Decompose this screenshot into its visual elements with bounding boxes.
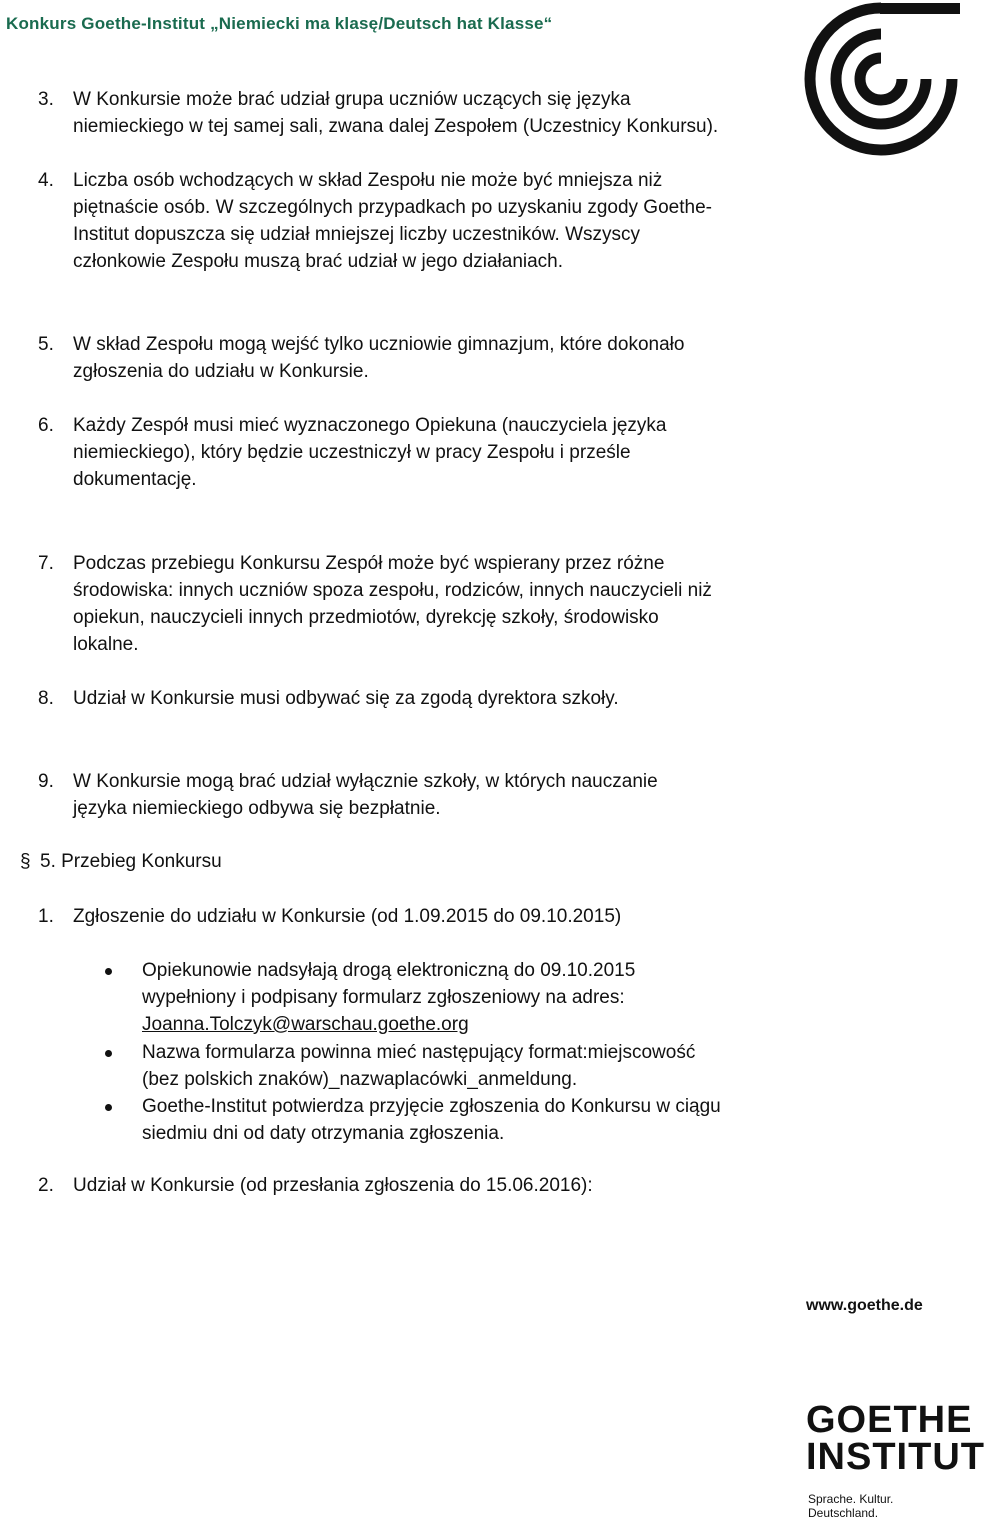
item-number: 3.	[38, 89, 54, 110]
email-link[interactable]	[142, 1011, 822, 1038]
bullet-dot-icon	[105, 1104, 112, 1111]
item-number: 7.	[38, 553, 54, 574]
item-number: 8.	[38, 688, 54, 709]
item-text: Udział w Konkursie musi odbywać się za zgodą dyrektora szkoły.	[73, 688, 619, 709]
logo-line-1: GOETHE	[806, 1399, 973, 1441]
bullet-dot-icon	[105, 968, 112, 975]
item-text: W Konkursie mogą brać udział wyłącznie szkoły, w których nauczanie języka niemieckiego odbywa się bezpłatnie.	[73, 771, 658, 819]
logo-line-2: INSTITUT	[806, 1436, 985, 1478]
website-link[interactable]: www.goethe.de	[806, 1297, 923, 1314]
item-number: 2.	[38, 1175, 54, 1196]
section-symbol: §	[20, 851, 31, 872]
item-text: W Konkursie może brać udział grupa uczniów uczących się języka niemieckiego w tej samej sali, zwana dalej Zespołem (Uczestnicy Konkursu).	[73, 89, 719, 137]
email-link-text[interactable]: Joanna.Tolczyk@warschau.goethe.org	[142, 1014, 469, 1035]
section-heading	[20, 848, 222, 875]
item-text: Podczas przebiegu Konkursu Zespół może być wspierany przez różne środowiska: innych uczniów spoza zespołu, rodziców, innych nauczycieli niż opiekun, nauczycieli innych przedmiotów, dyrekcję szkoły, środowisko lokalne.	[73, 553, 712, 655]
goethe-logo-icon	[802, 3, 960, 155]
section-title: 5. Przebieg Konkursu	[40, 851, 222, 872]
item-text: Udział w Konkursie (od przesłania zgłoszenia do 15.06.2016):	[73, 1175, 593, 1196]
page-header-title: Konkurs Goethe-Institut „Niemiecki ma klasę/Deutsch hat Klasse“	[6, 14, 553, 33]
item-number: 4.	[38, 170, 54, 191]
item-number: 6.	[38, 415, 54, 436]
item-number: 1.	[38, 906, 54, 927]
bullet-text: Goethe-Institut potwierdza przyjęcie zgłoszenia do Konkursu w ciągu siedmiu dni od daty otrzymania zgłoszenia.	[142, 1096, 721, 1144]
goethe-institut-logo	[806, 1399, 985, 1478]
logo-tagline: Sprache. Kultur. Deutschland.	[808, 1492, 894, 1520]
bullet-dot-icon	[105, 1050, 112, 1057]
item-text: Każdy Zespół musi mieć wyznaczonego Opiekuna (nauczyciela języka niemieckiego), który będzie uczestniczył w pracy Zespołu i prześle dokumentację.	[73, 415, 667, 490]
item-number: 9.	[38, 771, 54, 792]
item-number: 5.	[38, 334, 54, 355]
bullet-text: Opiekunowie nadsyłają drogą elektroniczną do 09.10.2015 wypełniony i podpisany formularz zgłoszeniowy na adres:	[142, 960, 636, 1008]
item-text: Liczba osób wchodzących w skład Zespołu nie może być mniejsza niż piętnaście osób. W szczególnych przypadkach po uzyskaniu zgody Goethe- Institut dopuszcza się udział mniejszej liczby uczestników. Wszyscy członkowie Zespołu muszą brać udział w jego działaniach.	[73, 170, 712, 272]
bullet-text: Nazwa formularza powinna mieć następujący format:miejscowość (bez polskich znaków)_nazwaplacówki_anmeldung.	[142, 1042, 696, 1090]
item-text: Zgłoszenie do udziału w Konkursie (od 1.09.2015 do 09.10.2015)	[73, 906, 622, 927]
item-text: W skład Zespołu mogą wejść tylko uczniowie gimnazjum, które dokonało zgłoszenia do udziału w Konkursie.	[73, 334, 685, 382]
